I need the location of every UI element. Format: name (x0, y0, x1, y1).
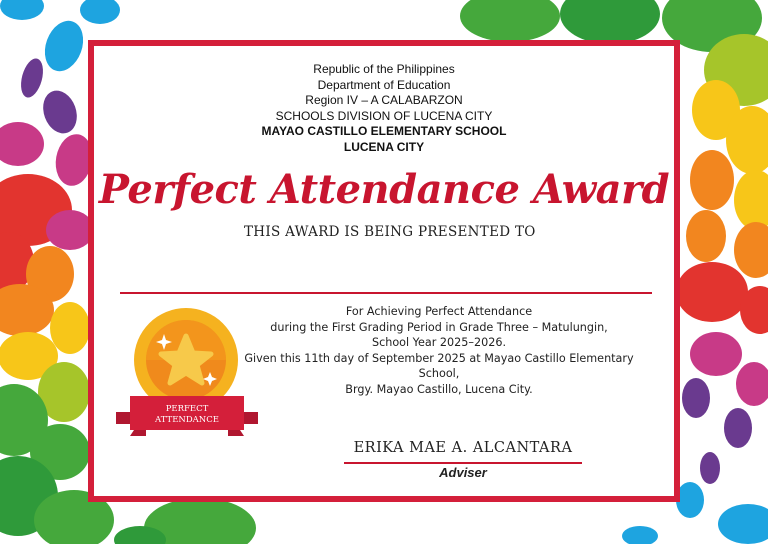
certificate-frame (88, 40, 680, 502)
ribbon-text-line2: ATTENDANCE (155, 415, 219, 425)
adviser-role: Adviser (439, 465, 487, 480)
header-line-republic: Republic of the Philippines (313, 62, 455, 76)
header-line-city: LUCENA CITY (343, 139, 425, 154)
header-line-school: MAYAO CASTILLO ELEMENTARY SCHOOL (261, 124, 507, 138)
header-line-region: Region IV – A CALABARZON (305, 93, 463, 107)
adviser-name: ERIKA MAE A. ALCANTARA (353, 440, 573, 456)
description-line-1: For Achieving Perfect Attendance (345, 305, 533, 318)
certificate-title: Perfect Attendance Award (98, 166, 670, 213)
header-line-department: Department of Education (317, 77, 451, 92)
presented-to-text: THIS AWARD IS BEING PRESENTED TO (244, 224, 536, 240)
description-line-3: School Year 2025–2026. (371, 336, 507, 350)
ribbon-text-line1: PERFECT (165, 404, 209, 414)
certificate-header (94, 62, 674, 155)
description-line-5: Brgy. Mayao Castillo, Lucena City. (345, 382, 533, 396)
adviser-signature-line (344, 462, 582, 464)
award-description (234, 304, 644, 398)
description-line-4: Given this 11th day of September 2025 at Mayao Castillo Elementary School, (244, 351, 634, 381)
header-line-division: SCHOOLS DIVISION OF LUCENA CITY (275, 108, 493, 123)
description-line-2: during the First Grading Period in Grade Three – Matulungin, (270, 320, 608, 334)
recipient-name-line (120, 292, 652, 294)
